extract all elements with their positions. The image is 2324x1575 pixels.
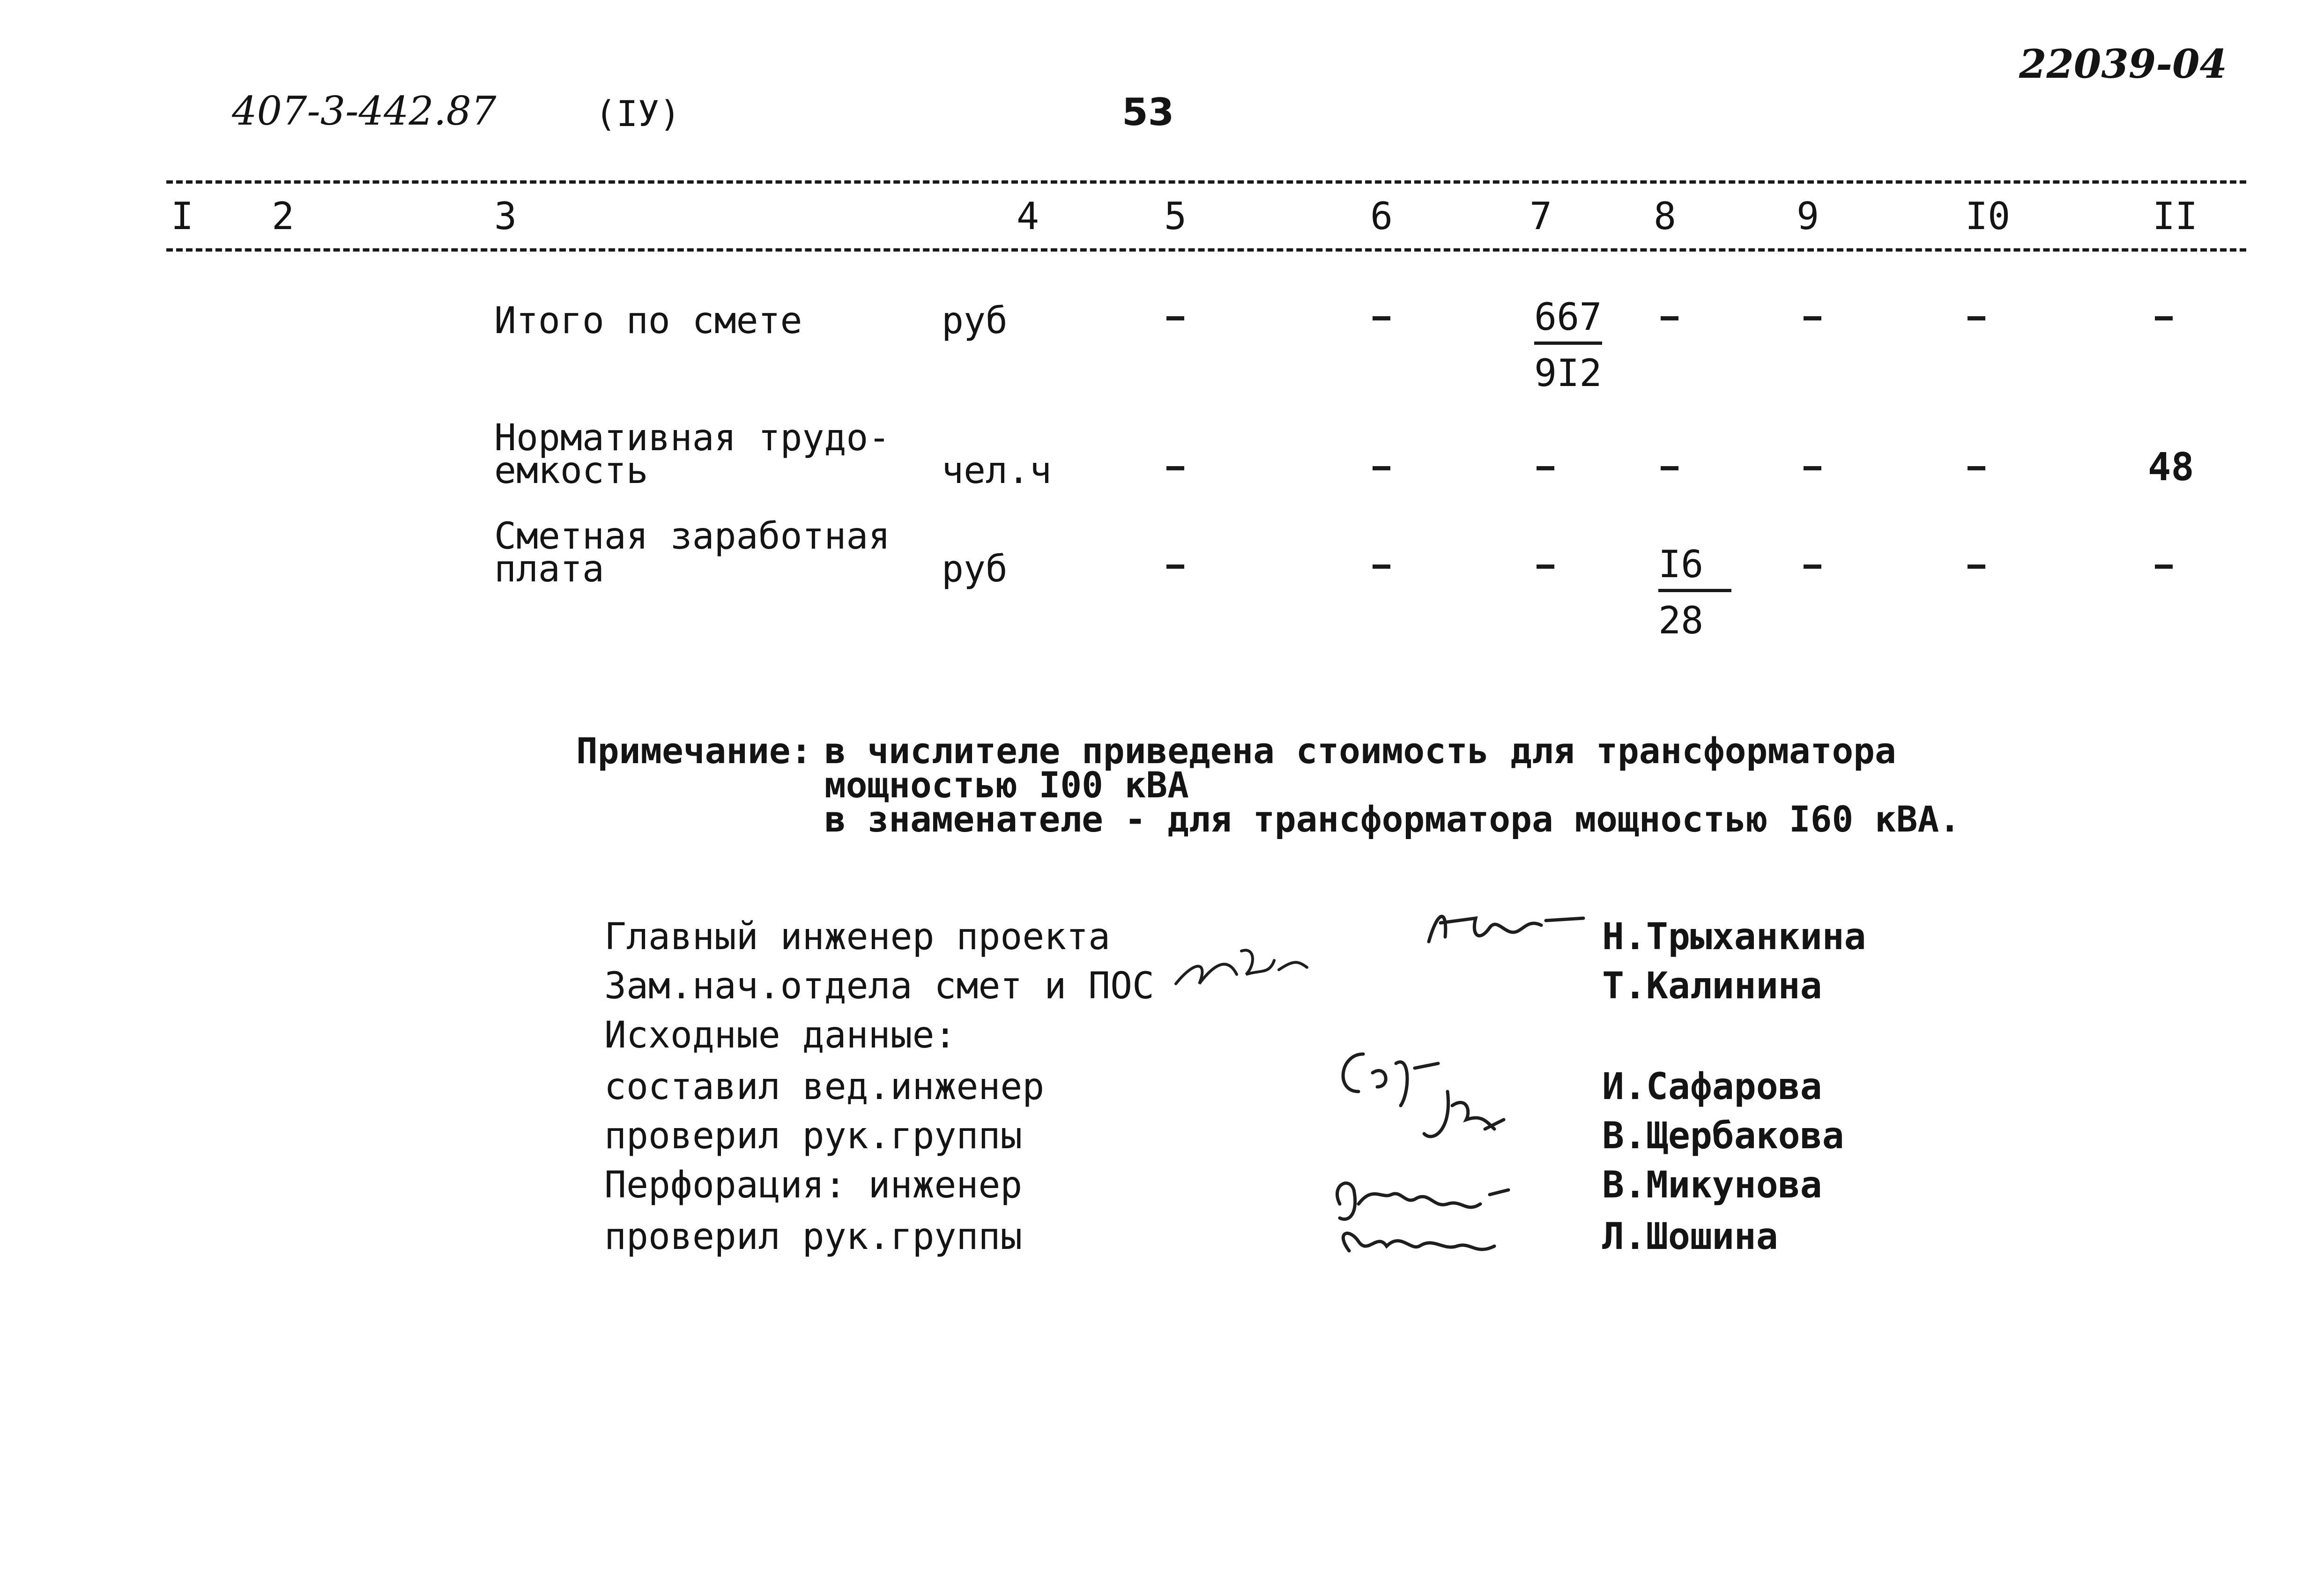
col-header-5: 5 — [1164, 194, 1187, 238]
row-unit: руб — [942, 548, 1008, 590]
row-name: Итого по смете — [494, 300, 802, 342]
name-shoshina: Л.Шошина — [1602, 1216, 1778, 1258]
cell-6-dash — [1373, 466, 1390, 470]
name-mikunova: В.Микунова — [1602, 1164, 1822, 1206]
role-source-data: Исходные данные: — [604, 1014, 957, 1056]
note-label: Примечание: — [576, 730, 812, 772]
col-header-9: 9 — [1797, 194, 1819, 238]
cell-5-dash — [1166, 466, 1184, 470]
note-line-1: в числителе приведена стоимость для трансформатора — [824, 730, 1896, 772]
cell-11-dash — [2155, 316, 2173, 320]
cell-10-dash — [1968, 565, 1985, 569]
cell-8-dash — [1661, 466, 1678, 470]
col-header-1: I — [171, 194, 194, 238]
role-compiled-by: составил вед.инженер — [604, 1066, 1045, 1108]
cell-11-dash — [2155, 565, 2173, 569]
col-header-10: I0 — [1965, 194, 2011, 238]
cell-8-fraction — [1658, 542, 1731, 642]
name-safarova: И.Сафарова — [1602, 1066, 1822, 1108]
name-shcherbakova: В.Щербакова — [1602, 1115, 1844, 1157]
row-name-line1: Сметная заработная — [494, 515, 891, 557]
cell-10-dash — [1968, 466, 1985, 470]
signature-safarova — [1330, 1035, 1527, 1157]
cell-7-fraction — [1534, 295, 1602, 395]
col-header-8: 8 — [1654, 194, 1677, 238]
row-name-line2: плата — [494, 548, 604, 590]
signature-chief-engineer — [1419, 899, 1588, 960]
fraction-denominator: 9I2 — [1534, 351, 1602, 395]
archive-code: 22039-04 — [2019, 41, 2227, 87]
role-deputy-head: Зам.нач.отдела смет и ПОС — [604, 965, 1154, 1007]
role-checked-by-2: проверил рук.группы — [604, 1216, 1023, 1258]
role-checked-by: проверил рук.группы — [604, 1115, 1023, 1157]
table-header-rule — [166, 248, 2246, 252]
cell-7-dash — [1537, 565, 1554, 569]
col-header-2: 2 — [272, 194, 295, 238]
col-header-7: 7 — [1530, 194, 1552, 238]
role-chief-engineer: Главный инженер проекта — [604, 916, 1111, 958]
page-number: 53 — [1122, 90, 1174, 134]
cell-6-dash — [1373, 316, 1390, 320]
row-name-line1: Нормативная трудо- — [494, 417, 891, 459]
cell-6-dash — [1373, 565, 1390, 569]
note-line-2: мощностью I00 кВА — [824, 764, 1189, 806]
col-header-3: 3 — [494, 194, 517, 238]
signature-mikunova — [1321, 1157, 1537, 1274]
name-trykhankina: Н.Трыханкина — [1602, 916, 1866, 958]
col-header-6: 6 — [1370, 194, 1393, 238]
name-kalinina: Т.Калинина — [1602, 965, 1822, 1007]
row-name-line2: емкость — [494, 450, 648, 492]
cell-5-dash — [1166, 316, 1184, 320]
col-header-11: II — [2153, 194, 2198, 238]
doc-number: 407-3-442.87 — [232, 88, 497, 134]
note-line-3: в знаменателе - для трансформатора мощностью I60 кВА. — [824, 798, 1961, 840]
cell-9-dash — [1804, 565, 1821, 569]
cell-11-value: 48 — [2148, 445, 2194, 490]
cell-7-dash — [1537, 466, 1554, 470]
cell-9-dash — [1804, 316, 1821, 320]
fraction-numerator: 667 — [1534, 295, 1602, 345]
table-top-rule — [166, 180, 2246, 184]
cell-10-dash — [1968, 316, 1985, 320]
cell-9-dash — [1804, 466, 1821, 470]
cell-5-dash — [1166, 565, 1184, 569]
fraction-denominator: 28 — [1658, 599, 1704, 642]
col-header-4: 4 — [1017, 194, 1039, 238]
fraction-numerator: I6 — [1658, 542, 1731, 592]
row-unit: руб — [942, 300, 1008, 342]
role-perforation-engineer: Перфорация: инженер — [604, 1164, 1023, 1206]
signature-deputy-head — [1166, 932, 1321, 998]
row-unit: чел.ч — [942, 450, 1052, 492]
volume-label: (IУ) — [595, 93, 681, 134]
cell-8-dash — [1661, 316, 1678, 320]
